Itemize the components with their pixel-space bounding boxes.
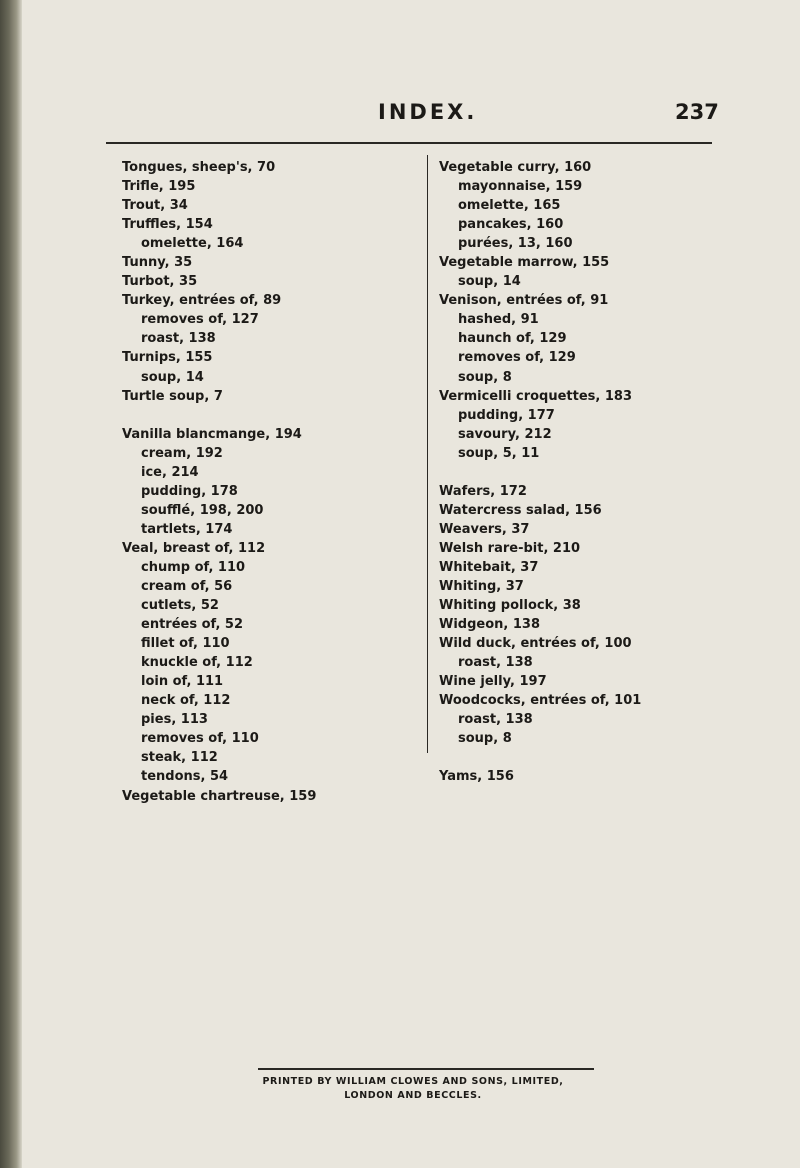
index-entry: Whiting, 37 (439, 578, 524, 594)
index-subentry: hashed, 91 (458, 312, 539, 328)
index-entry: Tunny, 35 (122, 255, 193, 271)
index-entry: Vermicelli croquettes, 183 (439, 388, 633, 404)
index-subentry: pancakes, 160 (458, 217, 564, 233)
index-subentry: roast, 138 (141, 331, 216, 347)
index-entry: Weavers, 37 (439, 521, 530, 537)
index-subentry: tendons, 54 (141, 769, 229, 785)
imprint-line-2: LONDON AND BECCLES. (344, 1090, 482, 1101)
index-entry: Truffles, 154 (122, 217, 213, 233)
index-entry: Wafers, 172 (439, 483, 527, 499)
page-title: INDEX. (378, 100, 478, 124)
index-subentry: knuckle of, 112 (141, 655, 253, 671)
index-subentry: removes of, 127 (141, 312, 259, 328)
index-subentry: pudding, 177 (458, 407, 555, 423)
index-subentry: omelette, 164 (141, 236, 244, 252)
index-entry: Venison, entrées of, 91 (439, 293, 609, 309)
index-subentry: soup, 8 (458, 731, 512, 747)
index-subentry: purées, 13, 160 (458, 236, 573, 252)
index-subentry: steak, 112 (141, 750, 218, 766)
index-entry: Vegetable marrow, 155 (439, 255, 610, 271)
index-subentry: soup, 8 (458, 369, 512, 385)
index-column-right (439, 158, 641, 786)
index-subentry: soup, 14 (141, 369, 204, 385)
index-entry: Yams, 156 (439, 769, 514, 785)
page-number: 237 (675, 100, 719, 124)
index-subentry: entrées of, 52 (141, 617, 244, 633)
index-entry: Veal, breast of, 112 (122, 540, 266, 556)
index-column-left (122, 158, 316, 806)
printer-imprint (0, 1075, 800, 1103)
index-subentry: chump of, 110 (141, 559, 246, 575)
page-header (0, 100, 800, 130)
index-subentry: soup, 5, 11 (458, 445, 540, 461)
index-subentry: roast, 138 (458, 655, 533, 671)
index-subentry: neck of, 112 (141, 693, 231, 709)
index-entry: Trifle, 195 (122, 179, 196, 195)
index-subentry: soup, 14 (458, 274, 521, 290)
index-subentry: pudding, 178 (141, 483, 238, 499)
index-subentry: savoury, 212 (458, 426, 552, 442)
index-entry: Turkey, entrées of, 89 (122, 293, 282, 309)
index-subentry: cutlets, 52 (141, 598, 219, 614)
index-subentry: loin of, 111 (141, 674, 224, 690)
index-entry: Watercress salad, 156 (439, 502, 602, 518)
column-divider (427, 155, 428, 753)
index-subentry: ice, 214 (141, 464, 199, 480)
index-subentry: removes of, 129 (458, 350, 576, 366)
index-subentry: omelette, 165 (458, 198, 561, 214)
index-entry: Turnips, 155 (122, 350, 213, 366)
index-subentry: fillet of, 110 (141, 636, 230, 652)
index-subentry: cream, 192 (141, 445, 223, 461)
index-entry: Vanilla blancmange, 194 (122, 426, 302, 442)
index-entry: Woodcocks, entrées of, 101 (439, 693, 642, 709)
index-subentry: mayonnaise, 159 (458, 179, 583, 195)
index-subentry: soufflé, 198, 200 (141, 502, 264, 518)
index-entry: Tongues, sheep's, 70 (122, 160, 276, 175)
index-entry: Turtle soup, 7 (122, 388, 223, 404)
index-entry: Welsh rare-bit, 210 (439, 540, 581, 556)
book-binding-edge (0, 0, 22, 1168)
index-entry: Vegetable chartreuse, 159 (122, 788, 317, 804)
index-entry: Wine jelly, 197 (439, 674, 547, 690)
imprint-line-1: PRINTED BY WILLIAM CLOWES AND SONS, LIMITED, (262, 1076, 564, 1087)
index-subentry: cream of, 56 (141, 578, 233, 594)
index-subentry: haunch of, 129 (458, 331, 567, 347)
index-entry: Turbot, 35 (122, 274, 198, 290)
index-entry: Vegetable curry, 160 (439, 160, 592, 175)
index-entry: Widgeon, 138 (439, 617, 541, 633)
index-entry: Whitebait, 37 (439, 559, 539, 575)
index-subentry: removes of, 110 (141, 731, 259, 747)
header-rule (106, 142, 712, 144)
index-entry: Trout, 34 (122, 198, 188, 214)
index-subentry: roast, 138 (458, 712, 533, 728)
index-entry: Wild duck, entrées of, 100 (439, 636, 632, 652)
index-subentry: pies, 113 (141, 712, 208, 728)
footer-rule (258, 1068, 594, 1070)
index-subentry: tartlets, 174 (141, 521, 233, 537)
index-entry: Whiting pollock, 38 (439, 598, 581, 614)
